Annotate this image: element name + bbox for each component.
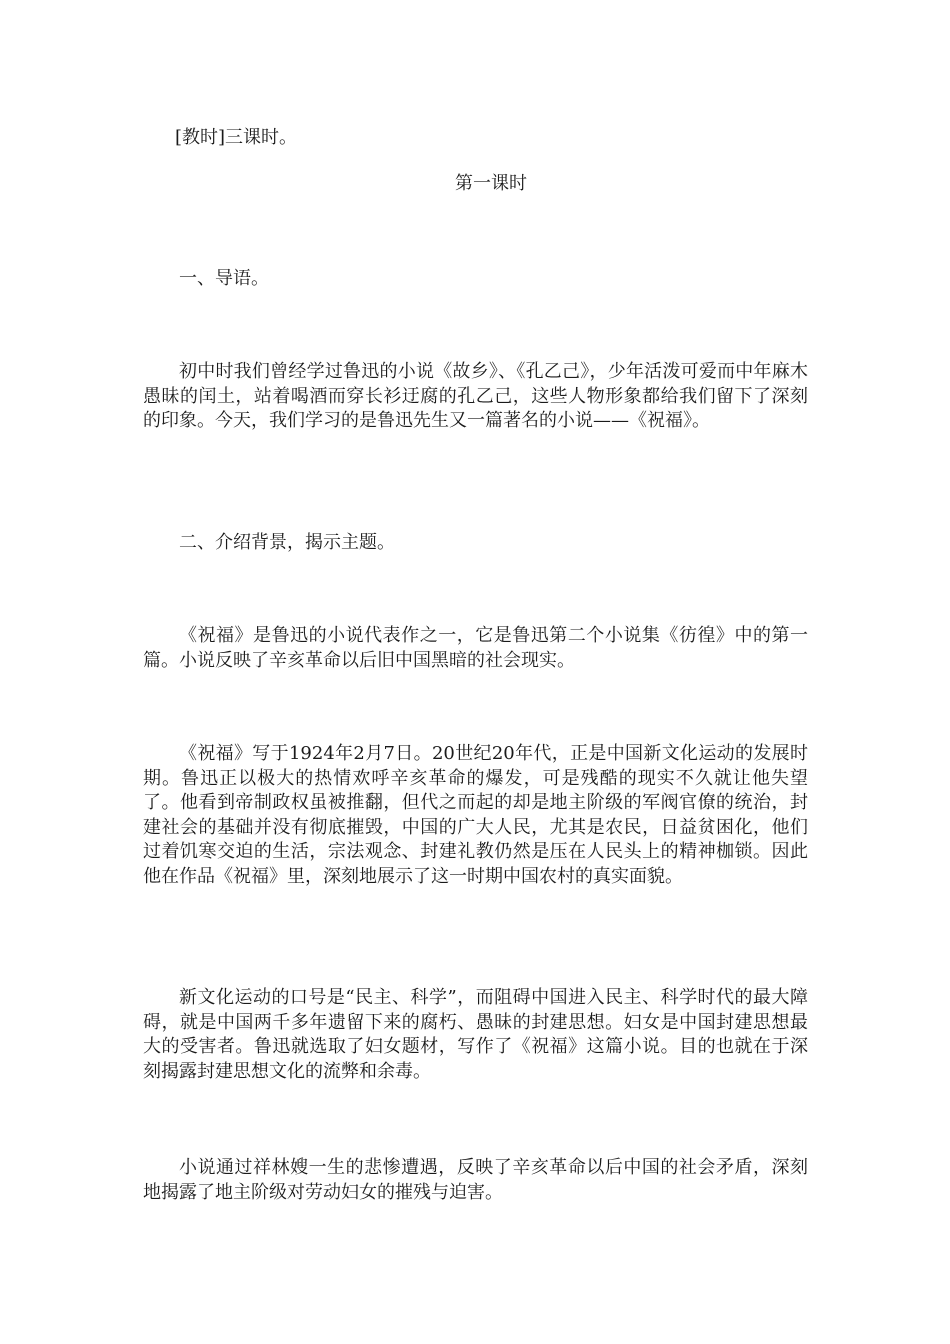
paragraph-introduction: 初中时我们曾经学过鲁迅的小说《故乡》、《孔乙己》，少年活泼可爱而中年麻木愚昧的闰土，站着喝酒而穿长衫迂腐的孔乙己，这些人物形象都给我们留下了深刻的印象。今天，我们学习的是鲁迅先生又一篇著名的小说——《祝福》。 bbox=[143, 361, 808, 431]
section-title: 第一课时 bbox=[455, 173, 527, 194]
paragraph-background-3: 新文化运动的口号是“民主、科学”，而阻碍中国进入民主、科学时代的最大障碍，就是中国两千多年遗留下来的腐朽、愚昧的封建思想。妇女是中国封建思想最大的受害者。鲁迅就选取了妇女题材，写作了《祝福》这篇小说。目的也就在于深刻揭露封建思想文化的流弊和余毒。 bbox=[143, 987, 808, 1082]
paragraph-background-2: 《祝福》写于1924年2月7日。20世纪20年代，正是中国新文化运动的发展时期。鲁迅正以极大的热情欢呼辛亥革命的爆发，可是残酷的现实不久就让他失望了。他看到帝制政权虽被推翻，但代之而起的却是地主阶级的军阀官僚的统治，封建社会的基础并没有彻底摧毁，中国的广大人民，尤其是农民，日益贫困化，他们过着饥寒交迫的生活，宗法观念、封建礼教仍然是压在人民头上的精神枷锁。因此他在作品《祝福》里，深刻地展示了这一时期中国农村的真实面貌。 bbox=[143, 743, 808, 887]
paragraph-background-1: 《祝福》是鲁迅的小说代表作之一，它是鲁迅第二个小说集《彷徨》中的第一篇。小说反映了辛亥革命以后旧中国黑暗的社会现实。 bbox=[143, 625, 808, 671]
lesson-hours-line: [教时]三课时。 bbox=[175, 127, 298, 148]
heading-introduction: 一、导语。 bbox=[179, 268, 269, 289]
heading-background: 二、介绍背景，揭示主题。 bbox=[179, 532, 395, 553]
paragraph-theme: 小说通过祥林嫂一生的悲惨遭遇，反映了辛亥革命以后中国的社会矛盾，深刻地揭露了地主阶级对劳动妇女的摧残与迫害。 bbox=[143, 1157, 808, 1203]
